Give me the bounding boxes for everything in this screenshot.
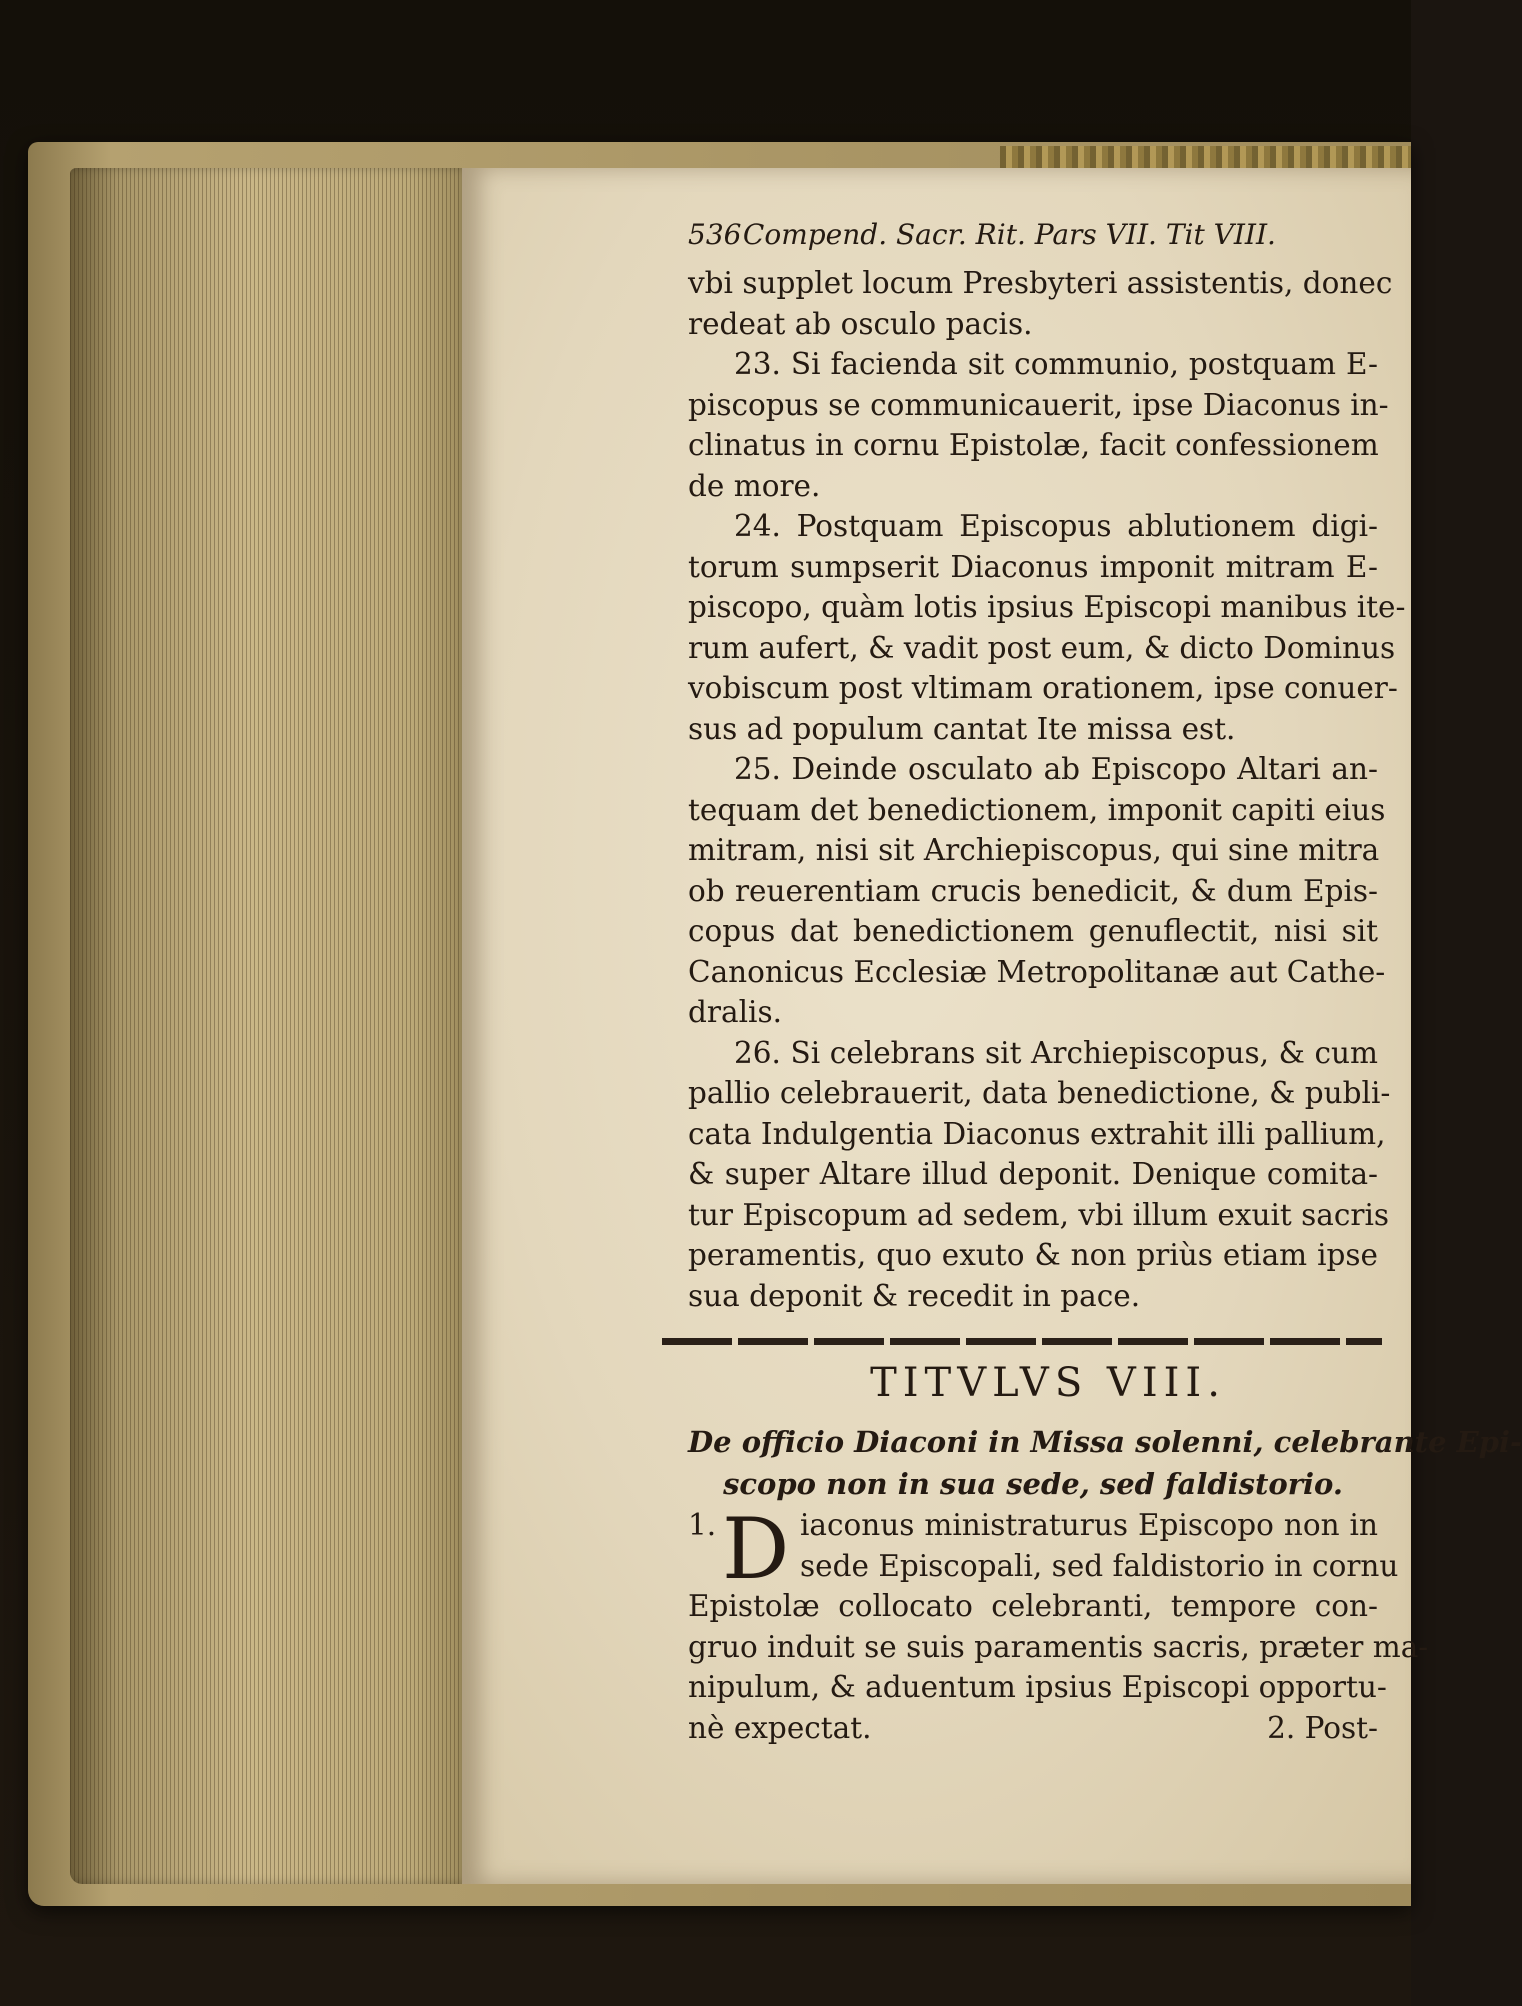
text-line: mitram, nisi sit Archiepiscopus, qui sine mitra [688,833,1380,867]
text-line: vbi supplet locum Presbyteri assistentis, donec [688,266,1393,300]
text-line: sus ad populum cantat Ite missa est. [688,711,1236,746]
text-line: tur Episcopum ad sedem, vbi illum exuit sacris [688,1197,1390,1232]
section-title: TITVLVS VIII. [870,1360,1226,1406]
text-line: piscopus se communicauerit, ipse Diaconus in- [688,387,1389,422]
catchword: 2. Post- [1267,1710,1378,1745]
text-line: redeat ab osculo pacis. [688,306,1033,341]
running-head [688,215,1378,263]
page-number: 536 [688,218,742,251]
paragraph-1 [688,1500,1429,1748]
text-line: tequam det benedictionem, imponit capiti eius [688,792,1386,827]
text-line: & super Altare illud deponit. Denique comita- [688,1157,1378,1191]
text-line: piscopo, quàm lotis ipsius Episcopi manibus ite- [688,590,1406,624]
text-line: 26. Si celebrans sit Archiepiscopus, & cum [734,1035,1378,1070]
text-line: de more. [688,468,821,503]
text-line: rum aufert, & vadit post eum, & dicto Dominus [688,630,1396,665]
text-line: nè expectat. [688,1710,872,1745]
gilt-edge-ornament [1000,146,1411,170]
section-subtitle: scopo non in sua sede, sed faldistorio. [723,1467,1343,1501]
text-line: gruo induit se suis paramentis sacris, præter ma- [688,1629,1429,1664]
text-line: ob reuerentiam crucis benedicit, & dum Epis- [688,873,1378,908]
text-line: iaconus ministraturus Episcopo non in [800,1508,1378,1542]
text-line: Epistolæ collocato celebranti, tempore con- [688,1589,1378,1623]
text-line: Canonicus Ecclesiæ Metropolitanæ aut Cathe- [688,954,1386,989]
text-line: nipulum, & aduentum ipsius Episcopi opportu- [688,1670,1387,1704]
text-line: dralis. [688,995,782,1029]
final-line [688,1708,1378,1748]
text-line: 24. Postquam Episcopus ablutionem digi- [734,509,1378,543]
text-line: 23. Si facienda sit communio, postquam E- [734,347,1378,381]
running-title: Compend. Sacr. Rit. Pars VII. Tit VIII. [742,218,1276,251]
page-text [688,215,1522,1748]
text-line: vobiscum post vltimam orationem, ipse conuer- [688,671,1398,705]
drop-cap: D [722,1500,790,1598]
text-line: cata Indulgentia Diaconus extrahit illi pallium, [688,1116,1386,1151]
text-line: sua deponit & recedit in pace. [688,1278,1141,1313]
text-line: clinatus in cornu Epistolæ, facit confessionem [688,428,1379,462]
text-line: peramentis, quo exuto & non priùs etiam ipse [688,1238,1378,1272]
text-line: copus dat benedictionem genuflectit, nisi sit [688,914,1378,948]
text-line: 25. Deinde osculato ab Episcopo Altari an- [734,752,1378,786]
text-line: torum sumpserit Diaconus imponit mitram E- [688,549,1378,584]
text-line: pallio celebrauerit, data benedictione, & publi- [688,1076,1391,1110]
page-block-edges [70,168,470,1884]
paragraph-number: 1. [688,1508,717,1542]
section-subtitle: De officio Diaconi in Missa solenni, celebrante Epi- [688,1425,1522,1459]
text-line: sede Episcopali, sed faldistorio in cornu [800,1548,1399,1583]
ornamental-rule [662,1338,1382,1345]
